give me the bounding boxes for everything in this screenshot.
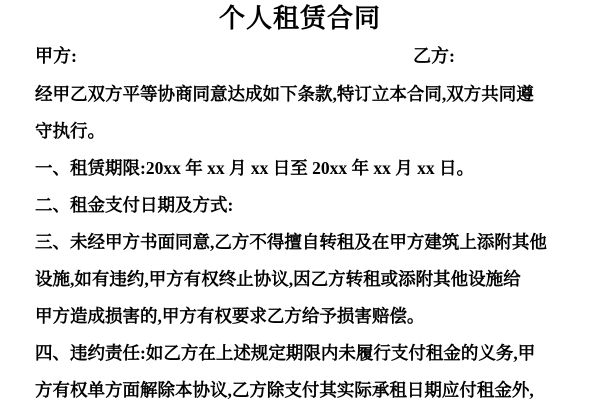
document-line: 设施,如有违约,甲方有权终止协议,因乙方转租或添附其他设施给: [35, 269, 521, 289]
document-line: 四、违约责任:如乙方在上述规定期限内未履行支付租金的义务,甲: [35, 343, 536, 363]
document-line: 守执行。: [35, 121, 105, 141]
document-line: 二、租金支付日期及方式:: [35, 195, 234, 215]
party-a-label: 甲方:: [35, 46, 77, 66]
party-b-label: 乙方:: [413, 46, 455, 66]
document-title: 个人租赁合同: [218, 4, 381, 33]
document-body: [0, 76, 600, 400]
document-line: 甲方造成损害的,甲方有权要求乙方给予损害赔偿。: [35, 306, 425, 326]
document-line: 经甲乙双方平等协商同意达成如下条款,特订立本合同,双方共同遵: [35, 84, 534, 104]
document-line: 方有权单方面解除本协议,乙方除支付其实际承租日期应付租金外,: [35, 380, 534, 400]
document-line: 一、租赁期限:20xx 年 xx 月 xx 日至 20xx 年 xx 月 xx 日。: [35, 158, 474, 178]
document-line: 三、未经甲方书面同意,乙方不得擅自转租及在甲方建筑上添附其他: [35, 232, 547, 252]
parties-row: [0, 40, 600, 72]
